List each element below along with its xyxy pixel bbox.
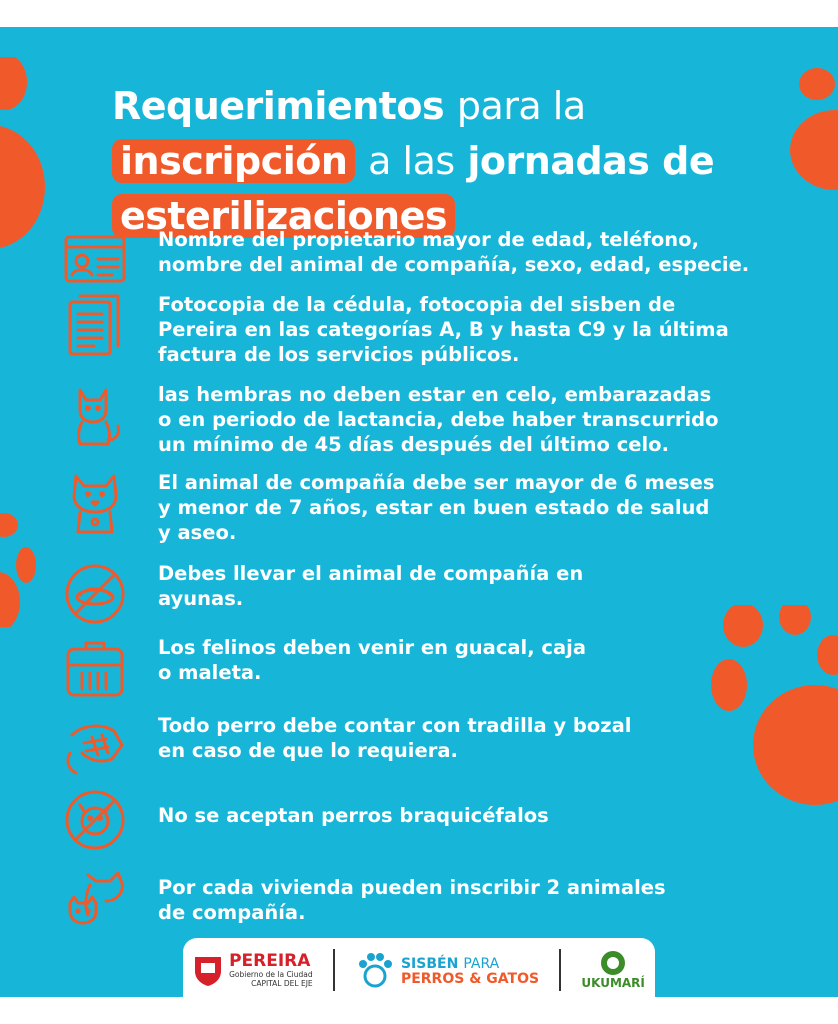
requirement-text: El animal de compañía debe ser mayor de 6 meses y menor de 7 años, estar en buen estado de salud y aseo. <box>158 471 715 544</box>
muzzle-icon <box>62 713 128 779</box>
pereira-subtitle: Gobierno de la Ciudad <box>229 969 313 979</box>
requirement-text: Por cada vivienda pueden inscribir 2 animales de compañía. <box>158 876 666 924</box>
requirement-text: Nombre del propietario mayor de edad, teléfono, nombre del animal de compañía, sexo, edad, especie. <box>158 228 750 276</box>
title-word: jornadas de <box>467 139 715 183</box>
title-word: a las <box>368 139 455 183</box>
sisben-logo <box>355 950 539 990</box>
id-card-icon <box>62 227 128 293</box>
requirement-text: las hembras no deben estar en celo, embarazadas o en periodo de lactancia, debe haber transcurrido un mínimo de 45 días después del último celo. <box>158 383 719 456</box>
sisben-label: SISBÉN <box>400 956 459 972</box>
title-word-requerimientos: Requerimientos <box>112 84 445 128</box>
footer-logos <box>183 938 655 1002</box>
title-word: para la <box>456 84 586 128</box>
requirement-item <box>62 382 822 457</box>
requirement-text: Los felinos deben venir en guacal, caja o maleta. <box>158 636 586 684</box>
page-title <box>112 79 812 244</box>
ukumari-label: UKUMARÍ <box>581 976 645 990</box>
title-highlight: esterilizaciones <box>112 194 455 238</box>
pereira-name: PEREIRA <box>229 950 311 971</box>
ukumari-logo <box>581 950 645 990</box>
requirement-text: Fotocopia de la cédula, fotocopia del sisben de Pereira en las categorías A, B y hasta C9 y la última factura de los servicios públicos. <box>158 293 729 366</box>
poster <box>0 27 838 997</box>
requirement-item <box>62 292 822 367</box>
divider <box>559 949 561 991</box>
pereira-logo <box>193 950 313 988</box>
paw-logo-icon <box>355 950 395 990</box>
requirement-text: Todo perro debe contar con tradilla y bozal en caso de que lo requiera. <box>158 714 632 762</box>
requirement-text: Debes llevar el animal de compañía en ayunas. <box>158 562 584 610</box>
requirement-item <box>62 865 822 939</box>
requirement-item <box>62 227 822 301</box>
requirement-text: No se aceptan perros braquicéfalos <box>158 804 549 827</box>
paw-print-icon <box>0 507 50 627</box>
requirement-item <box>62 561 822 635</box>
cat-icon <box>62 382 128 448</box>
pet-carrier-icon <box>62 635 128 701</box>
sisben-label-para: PARA <box>463 956 500 972</box>
no-food-icon <box>62 561 128 627</box>
pereira-shield-icon <box>193 953 223 987</box>
requirement-item <box>62 635 822 709</box>
no-brachycephalic-icon <box>62 787 128 853</box>
document-icon <box>62 292 128 358</box>
title-highlight: inscripción <box>112 139 355 183</box>
dog-and-cat-icon <box>62 865 128 931</box>
ukumari-emblem-icon <box>600 950 626 976</box>
requirement-item <box>62 787 822 861</box>
requirement-item <box>62 713 822 787</box>
sisben-label-perros-gatos: PERROS & GATOS <box>400 971 540 987</box>
dog-icon <box>62 470 128 536</box>
requirement-item <box>62 470 822 545</box>
divider <box>333 949 335 991</box>
pereira-subtitle-2: CAPITAL DEL EJE <box>251 978 313 988</box>
